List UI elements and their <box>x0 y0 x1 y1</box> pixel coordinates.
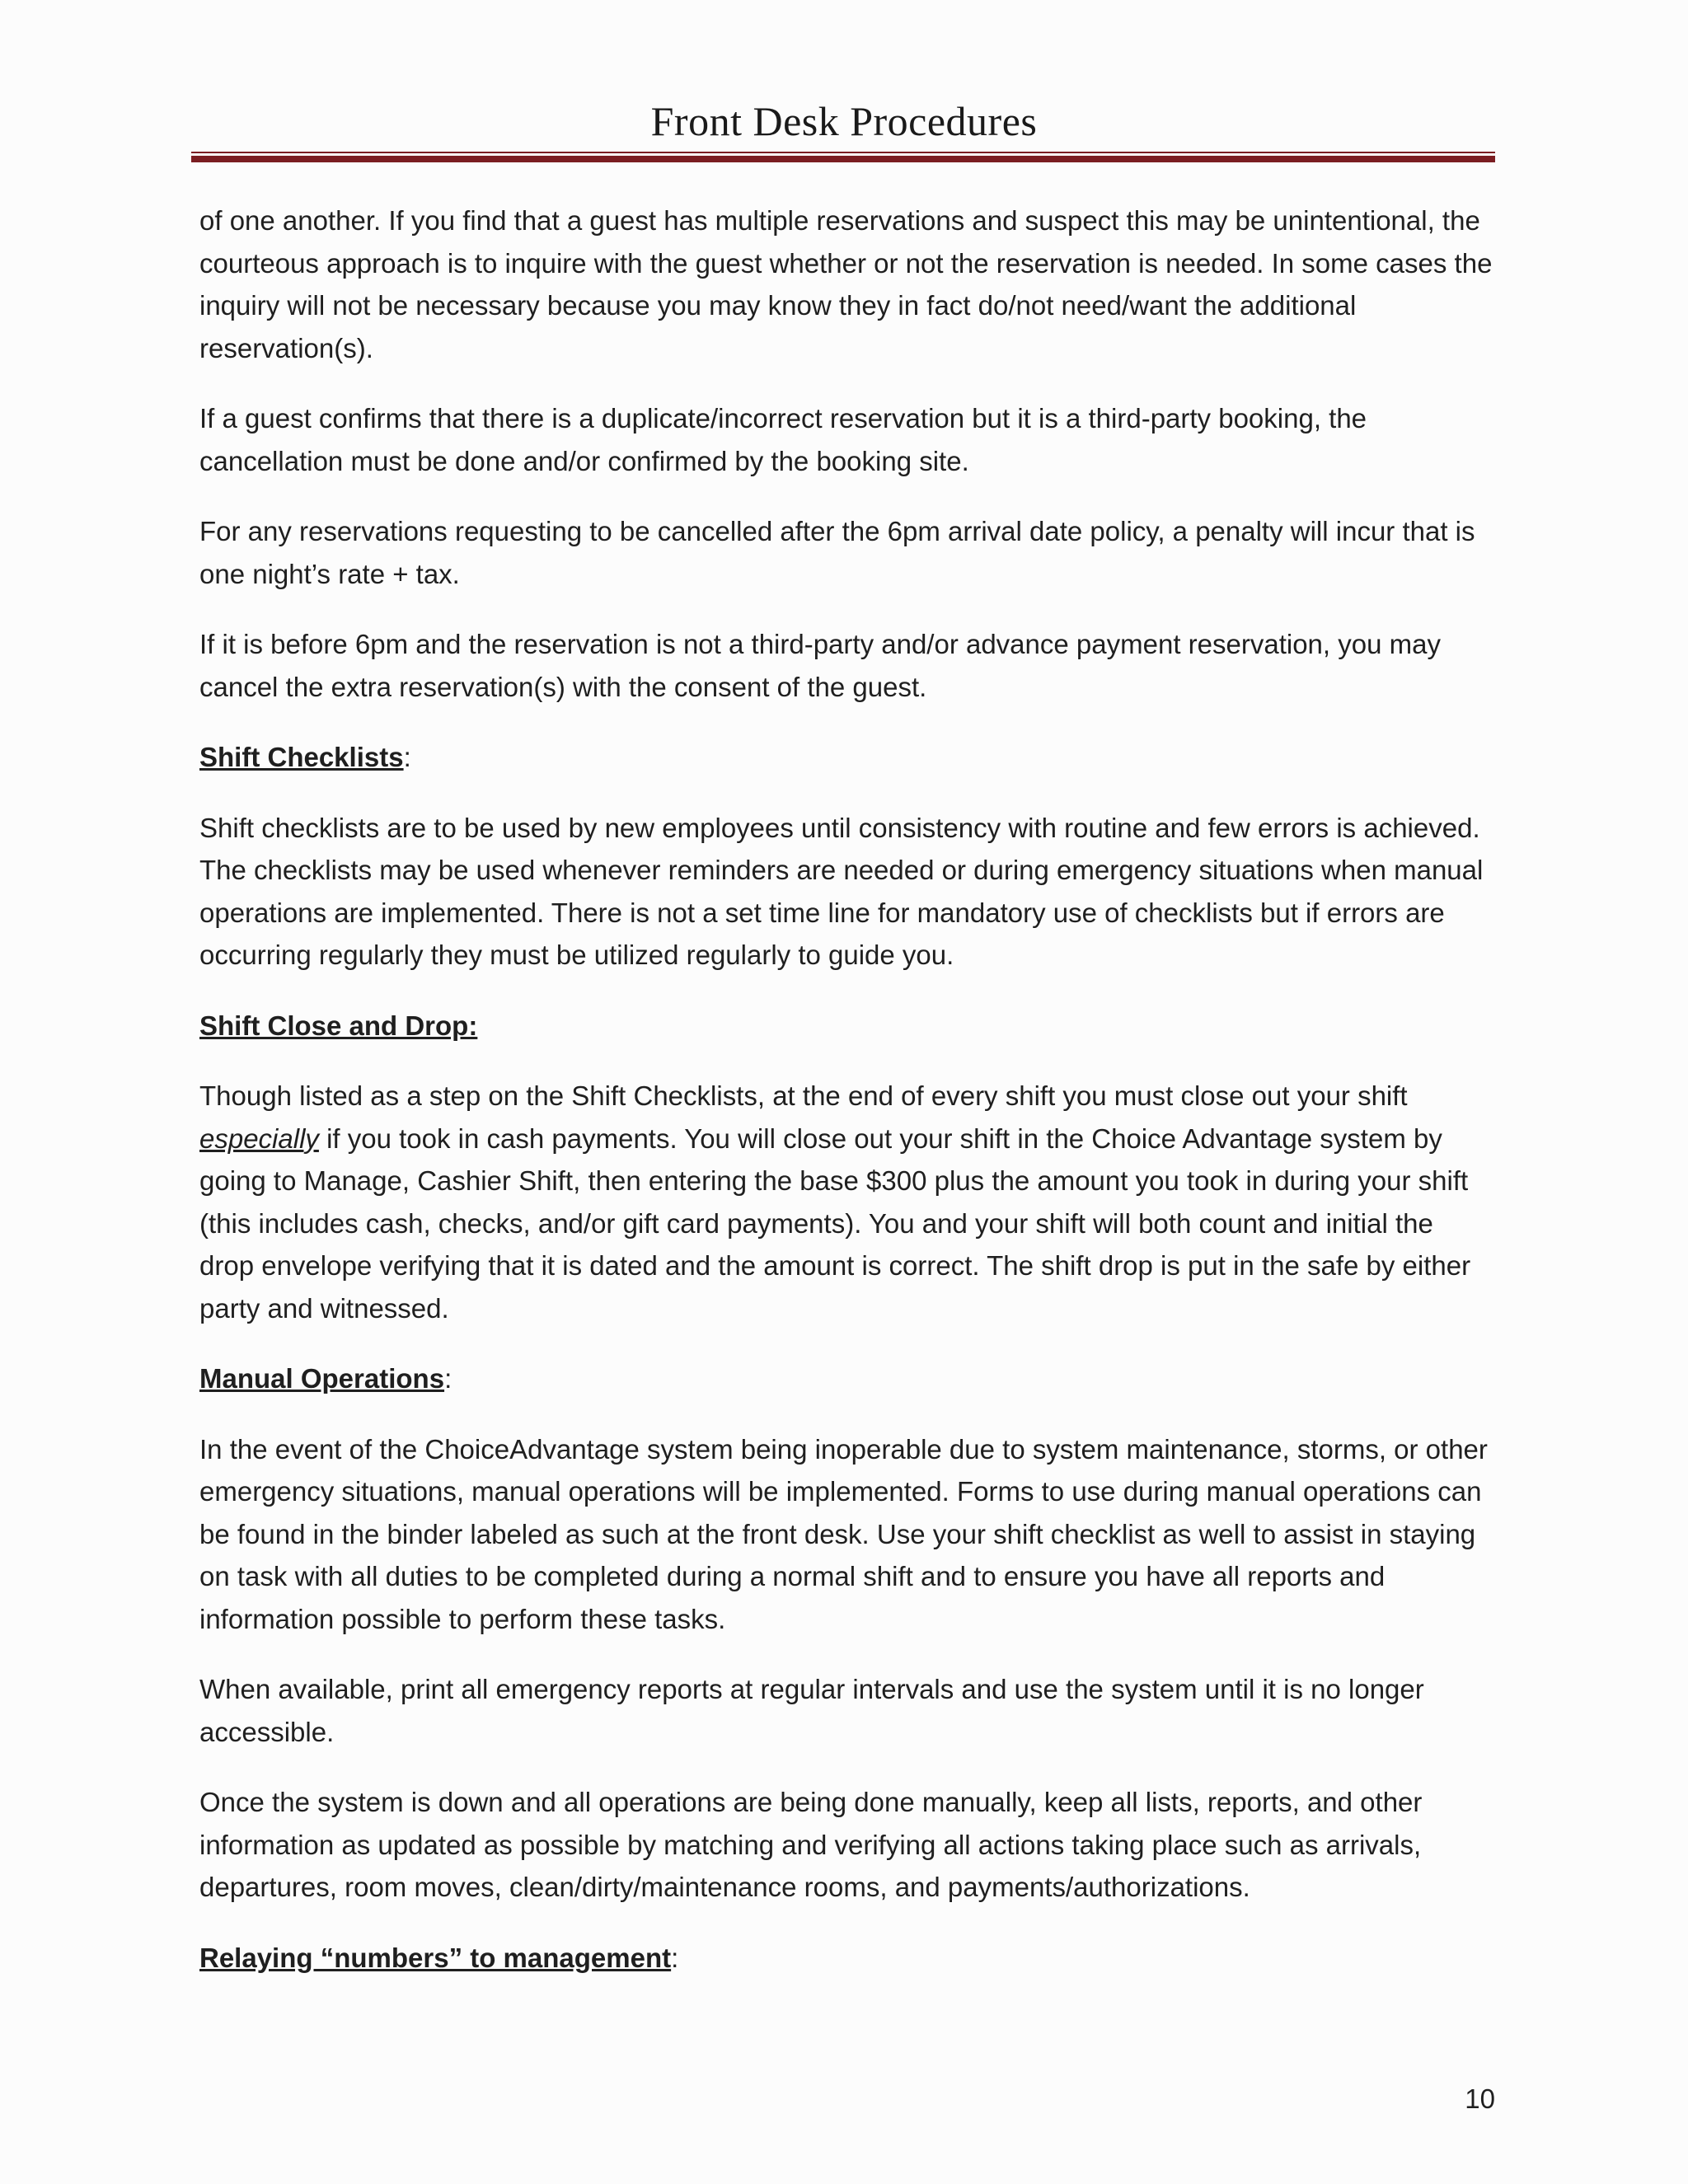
page-number: 10 <box>1465 2083 1495 2114</box>
paragraph-before-6pm: If it is before 6pm and the reservation is not a third-party and/or advance payment reservation, you may cancel the extra reservation(s) with the consent of the guest. <box>199 629 1441 702</box>
paragraph-shift-checklists: Shift checklists are to be used by new employees until consistency with routine and few errors is achieved. The checklists may be used whenever reminders are needed or during emergency situations when manual operations are implemented. There is not a set time line for mandatory use of checklists but if errors are occurring regularly they must be utilized regularly to guide you. <box>199 812 1484 970</box>
page-header-title: Front Desk Procedures <box>650 98 1038 144</box>
header-rule-thick <box>191 156 1495 162</box>
paragraph-third-party-cancellation: If a guest confirms that there is a duplicate/incorrect reservation but it is a third-party booking, the cancellation must be done and/or confirmed by the booking site. <box>199 403 1367 476</box>
paragraph-system-down: Once the system is down and all operations are being done manually, keep all lists, reports, and other information as updated as possible by matching and verifying all actions taking place such as arrivals, departures, room moves, clean/dirty/maintenance rooms, and payments/authorizations. <box>199 1787 1423 1902</box>
paragraph-manual-operations: In the event of the ChoiceAdvantage system being inoperable due to system maintenance, storms, or other emergency situations, manual operations will be implemented. Forms to use during manual operations can be found in the binder labeled as such at the front desk. Use your shift checklist as well to assist in staying on task with all duties to be completed during a normal shift and to ensure you have all reports and information possible to perform these tasks. <box>199 1433 1488 1634</box>
paragraph-shift-close <box>199 1075 1495 1329</box>
heading-relaying-numbers: Relaying “numbers” to management <box>199 1942 672 1973</box>
section-heading-shift-checklists <box>199 736 1495 779</box>
shift-close-text-a: Though listed as a step on the Shift Checklists, at the end of every shift you must close out your shift <box>199 1080 1408 1111</box>
heading-manual-operations: Manual Operations <box>199 1363 445 1394</box>
emphasis-especially: especially <box>199 1122 319 1154</box>
section-heading-shift-close <box>199 1005 1495 1047</box>
paragraph-cancellation-penalty: For any reservations requesting to be cancelled after the 6pm arrival date policy, a penalty will incur that is one night’s rate + tax. <box>199 516 1475 589</box>
heading-suffix: : <box>444 1363 452 1394</box>
heading-suffix: : <box>671 1942 679 1973</box>
shift-close-text-b: if you took in cash payments. You will close out your shift in the Choice Advantage system by going to Manage, Cashier Shift, then entering the base $300 plus the amount you took in during your shift (this includes cash, checks, and/or gift card payments). You and your shift will both count and initial the drop envelope verifying that it is dated and the amount is correct. The shift drop is put in the safe by either party and witnessed. <box>199 1122 1471 1324</box>
heading-shift-checklists: Shift Checklists <box>199 742 404 772</box>
page-body <box>199 199 1495 2007</box>
heading-suffix: : <box>403 742 411 772</box>
paragraph-emergency-reports: When available, print all emergency reports at regular intervals and use the system until it is no longer accessible. <box>199 1674 1424 1747</box>
header-rule-thin <box>191 152 1495 153</box>
section-heading-manual-operations <box>199 1357 1495 1400</box>
section-heading-relaying-numbers <box>199 1937 1495 1980</box>
heading-shift-close-and-drop: Shift Close and Drop: <box>199 1010 478 1041</box>
paragraph-duplicate-reservations: of one another. If you find that a guest has multiple reservations and suspect this may be unintentional, the courteous approach is to inquire with the guest whether or not the reservation is needed. In some cases the inquiry will not be necessary because you may know they in fact do/not need/want the additional reservation(s). <box>199 205 1493 363</box>
